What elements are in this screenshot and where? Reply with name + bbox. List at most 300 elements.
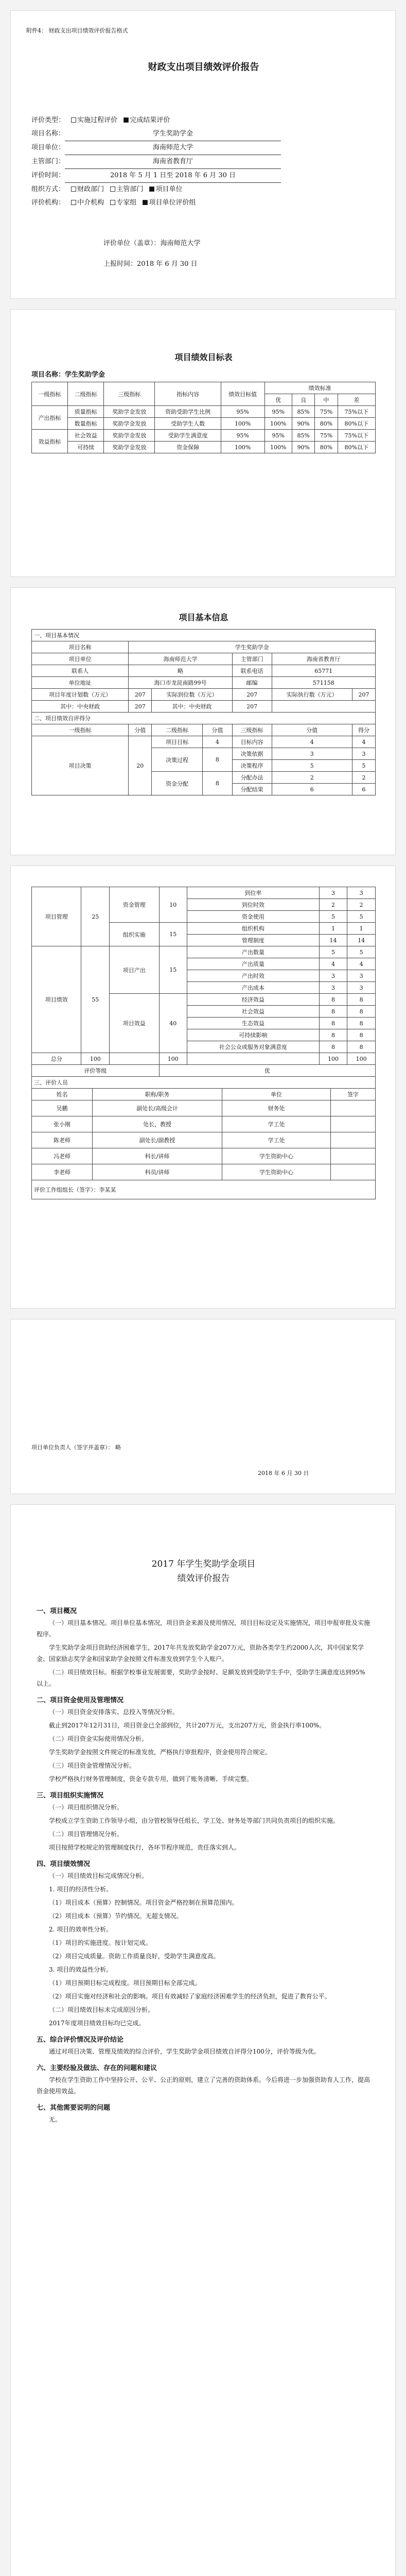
table-cell: 25 bbox=[81, 887, 110, 946]
target-table-title: 项目绩效目标表 bbox=[174, 352, 233, 362]
cover-page bbox=[10, 10, 396, 299]
table-cell: 分配结果 bbox=[232, 784, 272, 795]
table-cell: 8 bbox=[319, 994, 347, 1006]
eval-type-option-result: 完成结果评价 bbox=[130, 116, 170, 124]
table-header: 三级指标 bbox=[232, 724, 272, 736]
table-row bbox=[32, 1148, 376, 1164]
table-cell: 207 bbox=[129, 689, 152, 701]
table-cell: 其中：中央财政 bbox=[32, 701, 129, 713]
table-cell: 邮编 bbox=[232, 677, 272, 689]
table-cell: 资助受助学生比例 bbox=[155, 406, 221, 418]
paragraph: 通过对项目决策、管理及绩效的综合评价，学生奖助学金项目绩效自评得分100分，评价等级为优。 bbox=[49, 2048, 320, 2055]
paragraph: 学校在学生资助工作中坚持公开、公平、公正的原则，建立了完善的资助体系。今后将进一步加强资助育人工作，提高资金使用效益。 bbox=[37, 2076, 370, 2095]
table-cell: 管理制度 bbox=[187, 935, 320, 946]
table-cell: 6 bbox=[352, 784, 376, 795]
cover-main-title: 财政支出项目绩效评价报告 bbox=[148, 62, 259, 73]
table-cell: 到位时效 bbox=[187, 899, 320, 911]
info-table bbox=[31, 629, 376, 795]
table-cell bbox=[272, 701, 375, 713]
project-unit-label: 项目单位： bbox=[31, 144, 65, 151]
report-section bbox=[37, 1858, 370, 2029]
table-cell: 8 bbox=[319, 1018, 347, 1029]
table-cell: 奖助学金发放 bbox=[104, 442, 155, 453]
paragraph: 学生奖助学金按照文件规定的标准发放，严格执行审批程序，资金使用符合规定。 bbox=[49, 1749, 272, 1756]
table-cell: 4 bbox=[203, 736, 233, 748]
table-row bbox=[32, 418, 376, 430]
target-project-name: 项目名称：学生奖助学金 bbox=[31, 371, 105, 379]
section-heading: 四、项目绩效情况 bbox=[37, 1860, 91, 1868]
table-cell: 75%以下 bbox=[338, 406, 375, 418]
table-cell: 经济效益 bbox=[187, 994, 320, 1006]
table-cell: 5 bbox=[352, 760, 376, 772]
table-header: 签字 bbox=[330, 1089, 375, 1100]
agency-label: 评价机构： bbox=[31, 199, 65, 207]
table-cell: 产出质量 bbox=[187, 958, 320, 970]
info-table-title: 项目基本信息 bbox=[179, 613, 228, 622]
table-cell: 15 bbox=[159, 923, 187, 946]
th-level2: 二级指标 bbox=[68, 382, 104, 406]
section-heading: 一、项目概况 bbox=[37, 1607, 77, 1615]
table-cell: 海南师范大学 bbox=[129, 653, 232, 665]
paragraph: （一）项目绩效目标完成情况分析。 bbox=[49, 1872, 148, 1879]
table-cell: 项目绩效 bbox=[32, 946, 81, 1053]
table-cell: 质量指标 bbox=[68, 406, 104, 418]
table-cell: 15 bbox=[159, 946, 187, 994]
table-cell: 副处长/高级会计 bbox=[93, 1100, 222, 1116]
table-cell: 数量指标 bbox=[68, 418, 104, 430]
score-page bbox=[10, 866, 396, 1309]
table-cell: 5 bbox=[347, 911, 376, 923]
table-cell: 受助学生满意度 bbox=[155, 430, 221, 442]
table-cell: 学工处 bbox=[222, 1116, 331, 1132]
table-cell: 55 bbox=[81, 946, 110, 1053]
org-option-competent: 主管部门 bbox=[116, 185, 144, 193]
table-cell: 100% bbox=[264, 442, 292, 453]
table-cell: 100% bbox=[221, 418, 264, 430]
target-table-wrap bbox=[31, 382, 376, 453]
table-cell: 项目年度计划数（万元） bbox=[32, 689, 129, 701]
table-cell: 项目效益 bbox=[110, 994, 159, 1053]
table-cell: 学生资助中心 bbox=[222, 1164, 331, 1180]
table-cell bbox=[330, 1164, 375, 1180]
table-cell: 资金保障 bbox=[155, 442, 221, 453]
table-cell: 其中：中央财政 bbox=[152, 701, 232, 713]
table-cell: 85% bbox=[292, 430, 315, 442]
table-cell: 决策依据 bbox=[232, 748, 272, 760]
checkbox-checked-icon[interactable] bbox=[143, 200, 148, 205]
table-cell: 80% bbox=[315, 442, 338, 453]
table-cell: 决策程序 bbox=[232, 760, 272, 772]
th-good: 良 bbox=[292, 394, 315, 406]
th-content: 指标内容 bbox=[155, 382, 221, 406]
table-cell: 100% bbox=[221, 442, 264, 453]
table-cell: 总分 bbox=[32, 1053, 81, 1065]
checkbox-icon[interactable] bbox=[110, 200, 115, 205]
grade-row bbox=[32, 1065, 376, 1077]
paragraph: （一）项目基本情况。项目单位基本情况，项目资金来源及使用情况，项目目标设定及实施情况，项目申报审批及实施程序。 bbox=[37, 1619, 370, 1638]
table-cell: 受助学生人数 bbox=[155, 418, 221, 430]
section-heading: 三、项目组织实施情况 bbox=[37, 1792, 104, 1800]
checkbox-icon[interactable] bbox=[71, 117, 76, 123]
total-row bbox=[32, 1053, 376, 1065]
table-header: 分值 bbox=[203, 724, 233, 736]
attachment-label: 附件4： bbox=[26, 27, 47, 34]
paragraph: 2. 项目的效率性分析。 bbox=[49, 1926, 113, 1933]
report-section bbox=[37, 1790, 370, 1853]
table-cell: 评价等级 bbox=[32, 1065, 160, 1077]
attachment-title: 财政支出项目绩效评价报告格式 bbox=[48, 27, 128, 34]
table-cell: 90% bbox=[292, 418, 315, 430]
table-cell: 产出时效 bbox=[187, 970, 320, 982]
report-date: 上报时间：2018 年 6 月 30 日 bbox=[103, 260, 198, 268]
table-cell: 95% bbox=[221, 406, 264, 418]
th-excellent: 优 bbox=[264, 394, 292, 406]
attachment-line bbox=[26, 26, 128, 35]
section-heading: 二、项目资金使用及管理情况 bbox=[37, 1697, 124, 1704]
table-cell: 95% bbox=[221, 430, 264, 442]
table-cell: 207 bbox=[232, 701, 272, 713]
th-target: 绩效目标值 bbox=[221, 382, 264, 406]
table-header: 分值 bbox=[272, 724, 352, 736]
table-header: 分值 bbox=[129, 724, 152, 736]
table-header: 职称/职务 bbox=[93, 1089, 222, 1100]
table-cell: 20 bbox=[129, 736, 152, 795]
table-cell: 李老师 bbox=[32, 1164, 93, 1180]
table-cell: 8 bbox=[347, 1006, 376, 1018]
table-cell: 奖助学金发放 bbox=[104, 406, 155, 418]
table-cell: 学生资助中心 bbox=[222, 1148, 331, 1164]
th-level3: 三级指标 bbox=[104, 382, 155, 406]
table-cell: 4 bbox=[319, 958, 347, 970]
paragraph: （一）项目组织情况分析。 bbox=[49, 1804, 123, 1811]
table-cell: 项目单位 bbox=[32, 653, 129, 665]
target-table-page bbox=[10, 309, 396, 577]
info-table-wrap bbox=[31, 629, 376, 795]
competent-row bbox=[31, 155, 281, 169]
table-cell bbox=[330, 1132, 375, 1148]
table-cell: 资金管理 bbox=[110, 887, 159, 923]
table-cell: 8 bbox=[203, 748, 233, 772]
paragraph: 截止到2017年12月31日，项目资金已全部到位，共计207万元，支出207万元，资金执行率100%。 bbox=[49, 1722, 326, 1729]
agency-row bbox=[31, 196, 281, 210]
table-cell: 项目管理 bbox=[32, 887, 81, 946]
report-section bbox=[37, 1605, 370, 1689]
table-cell: 主管部门 bbox=[232, 653, 272, 665]
table-cell: 3 bbox=[319, 982, 347, 994]
eval-type-label: 评价类型： bbox=[31, 116, 65, 124]
paragraph: （三）项目资金管理情况分析。 bbox=[49, 1762, 136, 1769]
report-section bbox=[37, 2034, 370, 2057]
table-cell: 到位率 bbox=[187, 887, 320, 899]
report-section bbox=[37, 1694, 370, 1785]
score-table bbox=[31, 887, 376, 1077]
table-row bbox=[32, 1100, 376, 1116]
table-cell: 100% bbox=[264, 418, 292, 430]
table-cell: 80%以下 bbox=[338, 442, 375, 453]
table-cell: 8 bbox=[347, 1041, 376, 1053]
th-poor: 差 bbox=[338, 394, 375, 406]
signature-page bbox=[10, 1319, 396, 1494]
table-cell: 100 bbox=[319, 1053, 347, 1065]
table-cell: 5 bbox=[347, 946, 376, 958]
table-cell: 资金分配 bbox=[152, 772, 203, 795]
report-body bbox=[37, 1600, 370, 2127]
table-row bbox=[32, 430, 376, 442]
table-cell: 奖助学金发放 bbox=[104, 430, 155, 442]
report-section bbox=[37, 2102, 370, 2125]
table-cell: 决策过程 bbox=[152, 748, 203, 772]
table-cell: 学工处 bbox=[222, 1132, 331, 1148]
table-cell: 海口市龙昆南路99号 bbox=[129, 677, 232, 689]
table-cell: 目标内容 bbox=[232, 736, 272, 748]
section-heading: 五、综合评价情况及评价结论 bbox=[37, 2036, 124, 2044]
table-cell: 副处长/副教授 bbox=[93, 1132, 222, 1148]
period-row bbox=[31, 169, 281, 183]
section-heading: 六、主要经验及做法、存在的问题和建议 bbox=[37, 2064, 157, 2072]
target-table bbox=[31, 382, 376, 453]
table-cell: 5 bbox=[319, 946, 347, 958]
table-header: 单位 bbox=[222, 1089, 331, 1100]
table-cell: 100 bbox=[81, 1053, 110, 1065]
paragraph: （1）项目的实施进度。按计划完成。 bbox=[49, 1939, 152, 1946]
paragraph: （二）项目管理情况分析。 bbox=[49, 1831, 123, 1838]
table-cell: 资金使用 bbox=[187, 911, 320, 923]
table-cell: 社会效益 bbox=[187, 1006, 320, 1018]
paragraph: 无。 bbox=[49, 2116, 62, 2123]
table-cell: 8 bbox=[347, 1018, 376, 1029]
report-page bbox=[10, 1504, 396, 2576]
table-cell: 产出指标 bbox=[32, 406, 68, 430]
table-cell: 5 bbox=[272, 760, 352, 772]
table-cell: 效益指标 bbox=[32, 430, 68, 453]
section-head: 三、评价人员 bbox=[32, 1077, 376, 1089]
unit-head-signature: 项目单位负责人（签字并盖章）： 略 bbox=[31, 1444, 121, 1451]
table-cell: 1 bbox=[319, 923, 347, 935]
table-header: 姓名 bbox=[32, 1089, 93, 1100]
table-cell: 75%以下 bbox=[338, 430, 375, 442]
th-medium: 中 bbox=[315, 394, 338, 406]
competent-label: 主管部门： bbox=[31, 158, 65, 165]
agency-option-experts: 专家组 bbox=[116, 199, 137, 207]
table-cell: 80% bbox=[315, 418, 338, 430]
table-cell: 联系电话 bbox=[232, 665, 272, 677]
table-row bbox=[32, 1132, 376, 1148]
paragraph: （2）项目实施对经济和社会的影响。项目有效减轻了家庭经济困难学生的经济负担，促进了教育公平。 bbox=[49, 1993, 331, 2000]
table-cell: 14 bbox=[347, 935, 376, 946]
table-cell: 科员/讲师 bbox=[93, 1164, 222, 1180]
table-cell: 3 bbox=[272, 748, 352, 760]
project-name-row bbox=[31, 127, 281, 141]
cover-fields bbox=[31, 114, 281, 210]
table-header: 二级指标 bbox=[152, 724, 203, 736]
table-cell: 组织实施 bbox=[110, 923, 159, 946]
paragraph: （1）项目成本（预算）控制情况。项目资金严格控制在预算范围内。 bbox=[49, 1899, 238, 1906]
table-cell: 2 bbox=[272, 772, 352, 784]
table-cell: 联系人 bbox=[32, 665, 129, 677]
th-standard: 绩效标准 bbox=[264, 382, 375, 394]
table-cell: 项目决策 bbox=[32, 736, 129, 795]
table-cell: 财务处 bbox=[222, 1100, 331, 1116]
leader-signature: 评价工作组组长（签字）：李某某 bbox=[32, 1180, 376, 1199]
report-section bbox=[37, 2062, 370, 2097]
table-cell: 海南省教育厅 bbox=[272, 653, 375, 665]
table-cell: 项目产出 bbox=[110, 946, 159, 994]
paragraph: 学校严格执行财务管理制度，资金专款专用，做到了账务清晰、手续完整。 bbox=[49, 1775, 253, 1783]
table-cell bbox=[330, 1116, 375, 1132]
paragraph: 2017年度项目绩效目标均已完成。 bbox=[49, 2020, 145, 2027]
table-cell: 3 bbox=[319, 970, 347, 982]
table-cell: 14 bbox=[319, 935, 347, 946]
org-label: 组织方式： bbox=[31, 185, 65, 193]
paragraph: （二）项目绩效目标。根据学校事业发展需要，奖助学金按时、足额发放到受助学生手中，受助学生满意度达到95%以上。 bbox=[37, 1669, 365, 1687]
competent-value: 海南省教育厅 bbox=[65, 155, 281, 169]
table-cell: 社会公众或服务对象满意度 bbox=[187, 1041, 320, 1053]
table-row bbox=[32, 736, 376, 748]
table-row bbox=[32, 1116, 376, 1132]
table-cell: 产出成本 bbox=[187, 982, 320, 994]
checkbox-icon[interactable] bbox=[110, 187, 115, 192]
eval-unit: 评价单位（盖章）：海南师范大学 bbox=[103, 240, 201, 247]
table-cell: 65771 bbox=[272, 665, 375, 677]
agency-option-unit-group: 项目单位评价组 bbox=[149, 199, 196, 207]
table-cell: 8 bbox=[203, 772, 233, 795]
table-cell: 奖助学金发放 bbox=[104, 418, 155, 430]
table-cell: 8 bbox=[319, 1006, 347, 1018]
table-cell: 95% bbox=[264, 406, 292, 418]
table-cell: 95% bbox=[264, 430, 292, 442]
table-cell: 3 bbox=[347, 970, 376, 982]
people-table bbox=[31, 1076, 376, 1199]
table-cell: 3 bbox=[347, 887, 376, 899]
table-cell: 项目目标 bbox=[152, 736, 203, 748]
section-heading: 七、其他需要说明的问题 bbox=[37, 2104, 111, 2112]
table-row bbox=[32, 442, 376, 453]
table-cell: 单位地址 bbox=[32, 677, 129, 689]
table-cell: 生态效益 bbox=[187, 1018, 320, 1029]
table-cell: 207 bbox=[352, 689, 376, 701]
table-cell: 8 bbox=[319, 1041, 347, 1053]
table-cell: 571158 bbox=[272, 677, 375, 689]
section-head: 二、项目绩效自评得分 bbox=[32, 713, 376, 724]
paragraph: 学校成立学生资助工作领导小组，由分管校领导任组长，学工处、财务处等部门共同负责项目的组织实施。 bbox=[49, 1817, 340, 1824]
checkbox-checked-icon[interactable] bbox=[123, 117, 129, 123]
table-cell: 项目名称 bbox=[32, 641, 129, 653]
table-cell: 100 bbox=[159, 1053, 187, 1065]
project-name-value: 学生奖助学金 bbox=[65, 127, 281, 141]
paragraph: （2）项目成本（预算）节约情况。无超支情况。 bbox=[49, 1912, 183, 1920]
paragraph: （2）项目完成质量。资助工作质量良好，受助学生满意度高。 bbox=[49, 1953, 220, 1960]
table-cell: 8 bbox=[319, 1029, 347, 1041]
table-cell: 40 bbox=[159, 994, 187, 1053]
paragraph: 学生奖助学金项目资助经济困难学生，2017年共发放奖助学金207万元，资助各类学生约2000人次，其中国家奖学金、国家励志奖学金和国家助学金按照文件标准发放到学生个人账户。 bbox=[37, 1644, 364, 1663]
table-cell: 6 bbox=[272, 784, 352, 795]
org-row bbox=[31, 183, 281, 196]
table-cell: 实际执行数（万元） bbox=[272, 689, 352, 701]
section-head: 一、项目基本情况 bbox=[32, 630, 376, 641]
org-option-finance: 财政部门 bbox=[77, 185, 104, 193]
eval-type-row bbox=[31, 114, 281, 127]
table-cell: 组织机构 bbox=[187, 923, 320, 935]
table-cell: 实际到位数（万元） bbox=[152, 689, 232, 701]
table-row bbox=[32, 1164, 376, 1180]
paragraph: （二）项目绩效目标未完成原因分析。 bbox=[49, 2006, 154, 2013]
table-cell: 85% bbox=[292, 406, 315, 418]
table-cell: 略 bbox=[129, 665, 232, 677]
paragraph: （一）项目资金安排落实、总投入等情况分析。 bbox=[49, 1708, 179, 1716]
table-row bbox=[32, 406, 376, 418]
table-cell: 1 bbox=[347, 923, 376, 935]
table-cell: 8 bbox=[347, 1029, 376, 1041]
signature-date: 2018 年 6 月 30 日 bbox=[258, 1470, 309, 1477]
paragraph: 1. 项目的经济性分析。 bbox=[49, 1886, 113, 1893]
project-unit-value: 海南师范大学 bbox=[65, 141, 281, 155]
table-cell: 4 bbox=[272, 736, 352, 748]
period-value: 2018 年 5 月 1 日至 2018 年 6 月 30 日 bbox=[65, 169, 281, 183]
agency-option-intermediary: 中介机构 bbox=[77, 199, 104, 207]
report-title-2: 绩效评价报告 bbox=[177, 1573, 230, 1584]
table-cell: 207 bbox=[232, 689, 272, 701]
table-cell: 分配办法 bbox=[232, 772, 272, 784]
table-cell: 学生奖助学金 bbox=[129, 641, 376, 653]
table-cell: 100 bbox=[347, 1053, 376, 1065]
table-cell: 3 bbox=[352, 748, 376, 760]
paragraph: 3. 项目的效益性分析。 bbox=[49, 1966, 113, 1973]
table-cell: 3 bbox=[347, 982, 376, 994]
table-cell: 207 bbox=[129, 701, 152, 713]
table-cell: 90% bbox=[292, 442, 315, 453]
th-level1: 一级指标 bbox=[32, 382, 68, 406]
table-cell bbox=[330, 1100, 375, 1116]
project-name-label: 项目名称： bbox=[31, 130, 65, 138]
table-header: 得分 bbox=[352, 724, 376, 736]
table-cell: 5 bbox=[319, 911, 347, 923]
table-cell: 吴鹏 bbox=[32, 1100, 93, 1116]
checkbox-checked-icon[interactable] bbox=[149, 187, 154, 192]
report-title-1: 2017 年学生奖助学金项目 bbox=[151, 1559, 256, 1569]
table-row bbox=[32, 946, 376, 958]
table-cell: 10 bbox=[159, 887, 187, 923]
table-cell: 可持续影响 bbox=[187, 1029, 320, 1041]
table-cell: 75% bbox=[315, 406, 338, 418]
table-cell: 75% bbox=[315, 430, 338, 442]
eval-type-option-process: 实施过程评价 bbox=[77, 116, 118, 124]
table-cell: 4 bbox=[347, 958, 376, 970]
table-cell: 陈老师 bbox=[32, 1132, 93, 1148]
table-cell: 可持续 bbox=[68, 442, 104, 453]
table-cell: 2 bbox=[319, 899, 347, 911]
table-cell: 张小刚 bbox=[32, 1116, 93, 1132]
paragraph: 项目按照学校规定的管理制度执行，各环节程序规范，责任落实到人。 bbox=[49, 1844, 241, 1851]
checkbox-icon[interactable] bbox=[71, 187, 76, 192]
table-cell: 冯老师 bbox=[32, 1148, 93, 1164]
table-cell: 优 bbox=[159, 1065, 376, 1077]
table-header: 一级指标 bbox=[32, 724, 129, 736]
table-cell: 2 bbox=[347, 899, 376, 911]
org-option-unit: 项目单位 bbox=[155, 185, 183, 193]
paragraph: （1）项目预期目标完成程度。项目预期目标全部完成。 bbox=[49, 1979, 201, 1987]
table-cell: 产出数量 bbox=[187, 946, 320, 958]
basic-info-page bbox=[10, 587, 396, 855]
checkbox-icon[interactable] bbox=[71, 200, 76, 205]
table-cell: 3 bbox=[319, 887, 347, 899]
paragraph: （二）项目资金实际使用情况分析。 bbox=[49, 1735, 148, 1742]
table-cell: 社会效益 bbox=[68, 430, 104, 442]
table-cell bbox=[330, 1148, 375, 1164]
table-cell: 4 bbox=[352, 736, 376, 748]
score-table-wrap bbox=[31, 887, 376, 1199]
table-cell: 科长/讲师 bbox=[93, 1148, 222, 1164]
period-label: 评价时间： bbox=[31, 172, 65, 179]
